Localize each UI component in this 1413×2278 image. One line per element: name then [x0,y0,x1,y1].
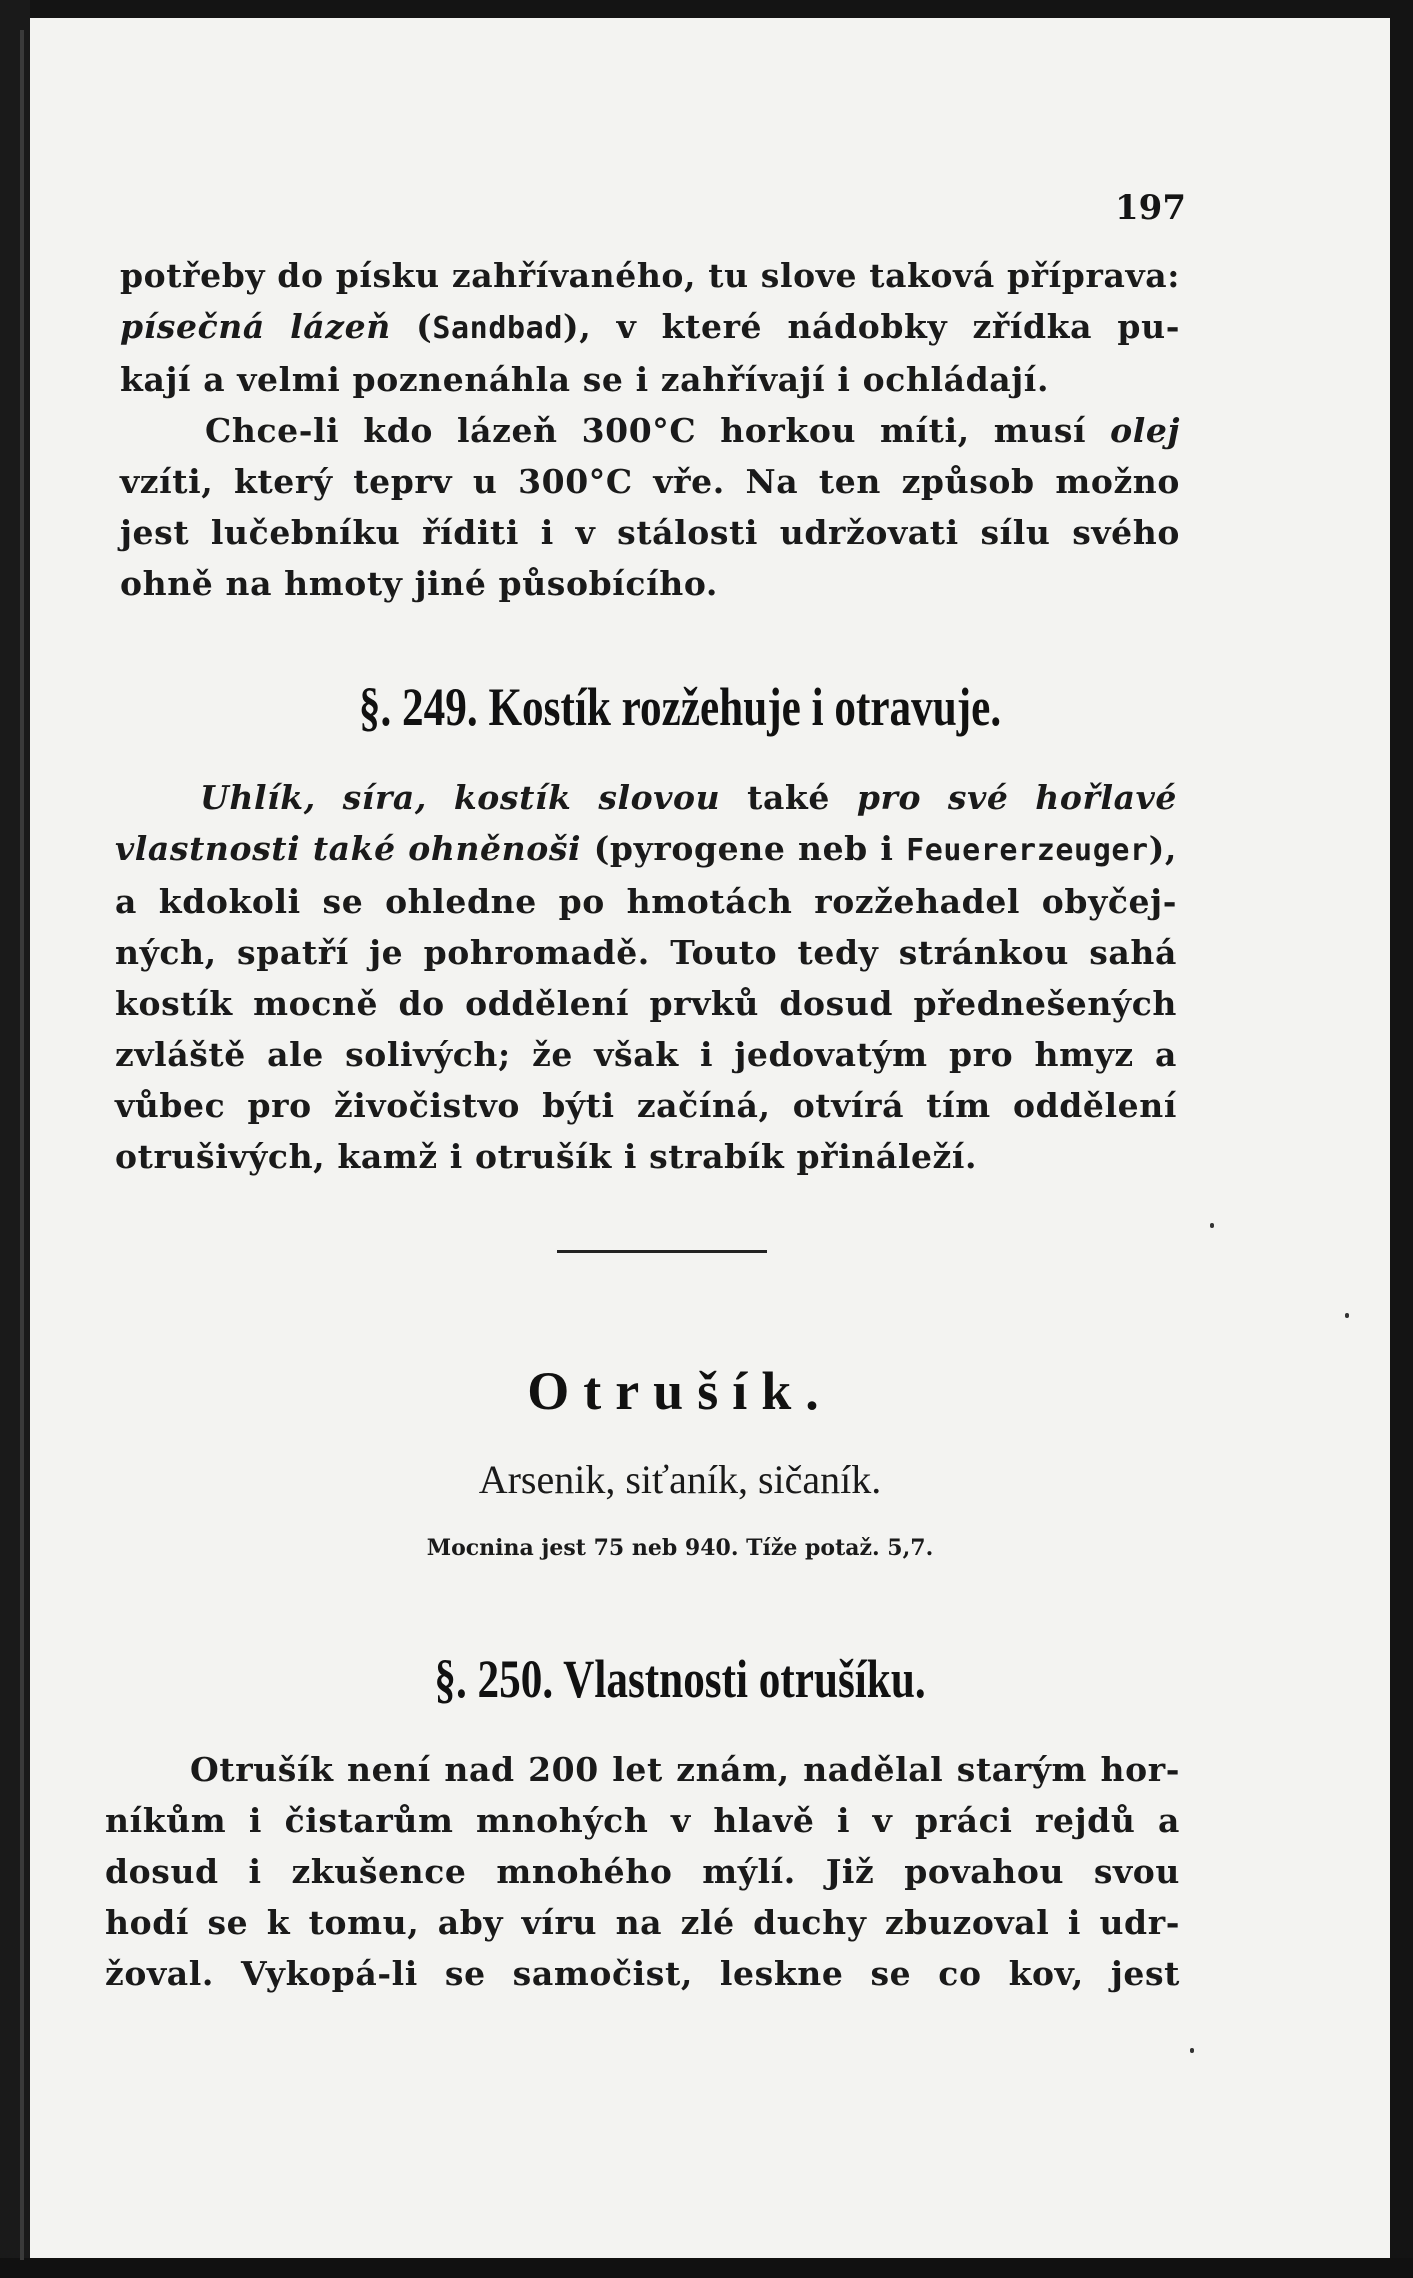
text-line [120,507,1180,558]
text-line [105,1948,1180,1999]
italic-run: pro své hořlavé [856,778,1177,817]
italic-run: písečná lázeň [120,307,391,346]
scan-border-top [0,0,1413,18]
text-line [105,1744,1180,1795]
text-run: potřeby do písku zahřívaného, tu slove taková příprava: [120,256,1180,295]
text-line [120,301,1180,354]
section-249-heading: §. 249. Kostík rozžehuje i otravuje. [358,677,1002,737]
italic-run: Uhlík, síra, kostík slovou [200,778,721,817]
text-line [115,927,1177,978]
element-properties: Mocnina jest 75 neb 940. Tíže potaž. 5,7. [426,1535,934,1561]
page-number: 197 [1115,188,1186,228]
text-run: ), v které nádobky zřídka pu- [562,307,1180,346]
text-line [120,456,1180,507]
paragraph-kostik [115,772,1177,1182]
scan-border-right [1390,0,1413,2278]
text-run: ( [390,307,433,346]
text-line [120,558,1180,609]
italic-run: olej [1110,411,1180,450]
section-250-heading: §. 250. Vlastnosti otrušíku. [434,1649,926,1709]
text-run: kají a velmi poznenáhla se i zahřívají i ochládají. [120,360,1050,399]
scan-border-bottom [0,2258,1413,2278]
text-run: zvláště ale solivých; že však i jedovatým pro hmyz a [115,1035,1177,1074]
text-run: a kdokoli se ohledne po hmotách rozžehadel obyčej- [115,882,1177,921]
fraktur-run: Feuererzeuger [906,833,1149,868]
text-run: Otrušík není nad 200 let znám, nadělal starým hor- [190,1750,1180,1789]
text-run: Chce-li kdo lázeň 300°C horkou míti, musí [205,411,1111,450]
text-run: vzíti, který teprv u 300°C vře. Na ten způsob možno [120,462,1180,501]
text-run: ných, spatří je pohromadě. Touto tedy stránkou sahá [115,933,1177,972]
text-line [120,405,1180,456]
text-run: (pyrogene neb i [581,829,907,868]
text-run: vůbec pro živočistvo býti začíná, otvírá tím oddělení [115,1086,1177,1125]
text-run: níkům i čistarům mnohých v hlavě i v práci rejdů a [105,1801,1180,1840]
book-spine [20,30,24,2260]
scan-border-left [0,0,30,2278]
text-run: ohně na hmoty jiné působícího. [120,564,718,603]
element-subtitle: Arsenik, siťaník, sičaník. [478,1457,882,1502]
text-line [115,1131,1177,1182]
section-divider [557,1250,767,1253]
element-title: Otrušík. [527,1361,833,1421]
text-run: kostík mocně do oddělení prvků dosud přednešených [115,984,1177,1023]
text-run: jest lučebníku říditi i v stálosti udržovati sílu svého [120,513,1180,552]
text-line [115,772,1177,823]
text-line [115,876,1177,927]
text-line [115,823,1177,876]
book-page [30,18,1390,2258]
scan-speck [1190,2048,1194,2053]
text-line [120,250,1180,301]
fraktur-run: Sandbad [432,311,563,346]
text-run: žoval. Vykopá-li se samočist, leskne se co kov, jest [105,1954,1180,1993]
text-run: dosud i zkušence mnohého mýlí. Již povahou svou [105,1852,1180,1891]
italic-run: vlastnosti také ohněnoši [115,829,582,868]
text-line [115,1080,1177,1131]
scan-speck [1345,1313,1349,1318]
text-line [105,1897,1180,1948]
paragraph-otrusik-properties [105,1744,1180,1999]
text-line [115,1029,1177,1080]
text-line [105,1795,1180,1846]
scan-speck [1210,1223,1214,1228]
paragraph-sand-bath [120,250,1180,609]
text-line [120,354,1180,405]
text-run: hodí se k tomu, aby víru na zlé duchy zbuzoval i udr- [105,1903,1180,1942]
text-line [115,978,1177,1029]
text-run: otrušivých, kamž i otrušík i strabík přináleží. [115,1137,978,1176]
text-line [105,1846,1180,1897]
text-run: také [720,778,857,817]
text-run: ), [1148,829,1177,868]
